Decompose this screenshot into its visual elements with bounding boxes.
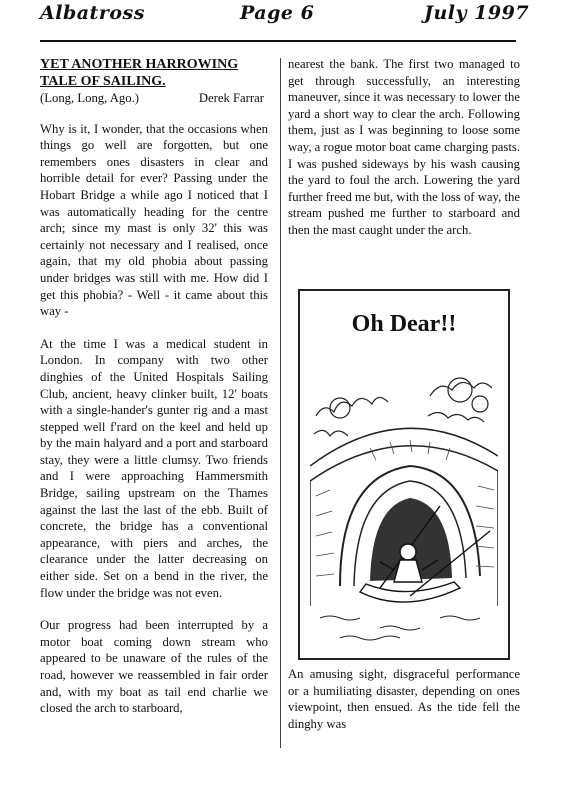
article-title: YET ANOTHER HARROWING TALE OF SAILING.	[40, 57, 239, 89]
article-subtitle: (Long, Long, Ago.)	[40, 91, 140, 105]
figure-caption: Oh Dear!!	[351, 311, 457, 337]
page-header	[0, 0, 564, 44]
column-divider	[280, 58, 281, 748]
byline	[40, 90, 268, 107]
left-column	[40, 56, 268, 733]
header-rule	[40, 40, 516, 42]
cartoon-dinghy-under-bridge-icon	[310, 356, 498, 646]
paragraph: At the time I was a medical student in London. In company with two other dinghies of the United Hospitals Sailing Club, ancient, heavy clinker built, 12' boats with a single-hander's gunter rig and a mast stepped well f'rard on the keel and held up by the main halyard and a port and starboard stay, they were a little clumsy. Two friends and I were approaching Hammersmith Bridge, sailing upstream on the Thames against the last the last of the ebb. Built of concrete, the bridge has a conventional appearance, with piers and arches, the clearance under the latter decreasing on either side. Set on a bend in the river, the flow under the bridge was not even.	[40, 336, 268, 600]
paragraph-after-figure: An amusing sight, disgraceful performance or a humiliating disaster, depending on ones viewpoint, then ensued. As the tide fell the dinghy was	[288, 667, 520, 731]
right-column	[288, 56, 520, 239]
paragraph: Why is it, I wonder, that the occasions when things go well are forgotten, but one remembers ones disasters in clear and horrible detail for ever? Passing under the Hobart Bridge a while ago I noticed that I was automatically heading for the centre arch; since my mast is only 32' this was certainly not necessary and I realised, once again, that my old phobia about passing under bridges was still with me. How did I get this phobia? - Well - it came about this way -	[40, 121, 268, 319]
cartoon-figure	[298, 289, 510, 660]
issue-date: July 1997	[424, 2, 530, 24]
paragraph-continued: nearest the bank. The first two managed to get through successfully, an interesting maneuver, since it was necessary to lower the yard a short way to clear the arch. Following them, just as I was beginning to loose some way, a rogue motor boat came charging pasts. I was pushed sideways by his wash causing the yard to foul the arch. Lowering the yard further freed me but, with the loss of way, the stream pushed me further to starboard and then the mast caught under the arch.	[288, 57, 520, 237]
newsletter-name: Albatross	[40, 2, 145, 24]
page-number: Page 6	[240, 2, 315, 24]
article-author: Derek Farrar	[198, 91, 264, 105]
paragraph: Our progress had been interrupted by a motor boat coming down stream who appeared to be unaware of the rules of the road, however we reassembled in fair order and, with my boat as tail end charlie we closed the arch to starboard,	[40, 618, 268, 716]
